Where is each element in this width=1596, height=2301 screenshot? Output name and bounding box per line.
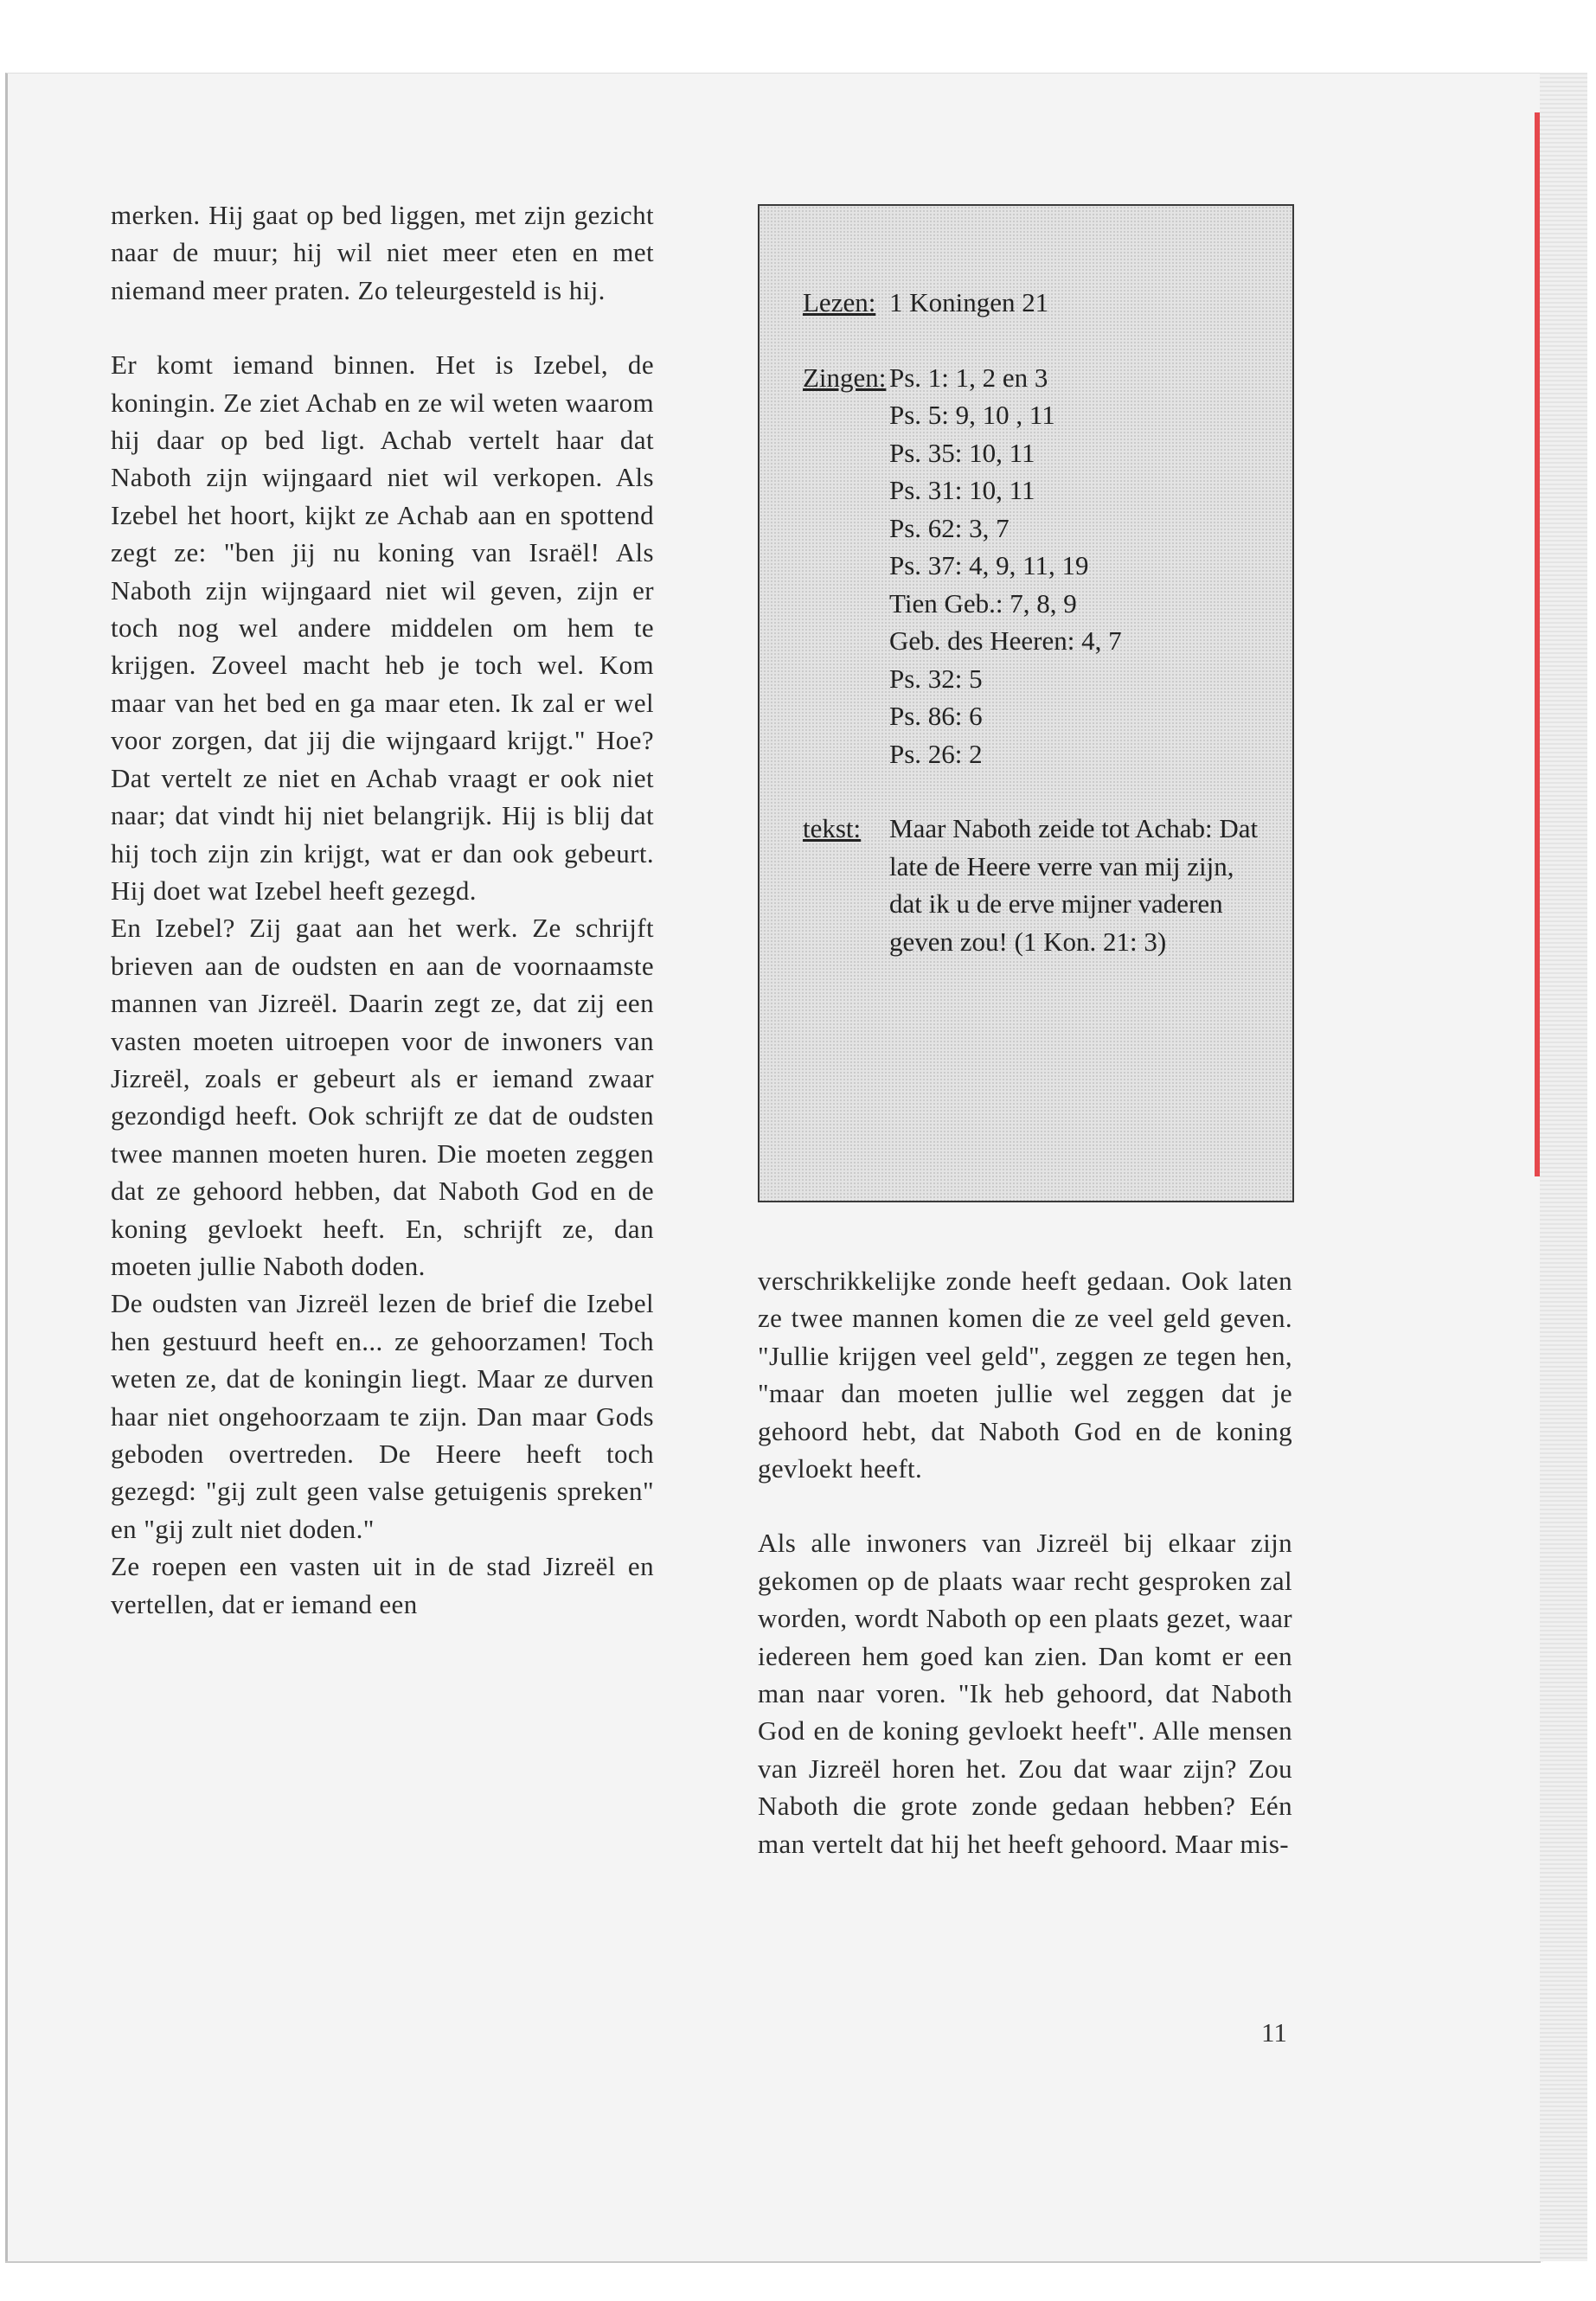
tekst-row [803, 810, 1270, 960]
bottom-rule [5, 2261, 1541, 2263]
zingen-item: Ps. 5: 9, 10 , 11 [889, 400, 1055, 430]
tekst-value: Maar Naboth zeide tot Achab: Dat late de Heere verre van mij zijn, dat ik u de erve mijner vaderen geven zou! (1 Kon. 21: 3) [889, 813, 1259, 957]
zingen-item: Ps. 1: 1, 2 en 3 [889, 362, 1048, 393]
zingen-item: Ps. 32: 5 [889, 663, 983, 694]
left-column [111, 196, 654, 1623]
zingen-label: Zingen: [803, 362, 887, 393]
reading-info-box [758, 204, 1294, 1202]
lezen-row [803, 284, 1270, 322]
psalm-list [889, 396, 1270, 772]
zingen-item: Ps. 26: 2 [889, 738, 983, 769]
zingen-item: Ps. 86: 6 [889, 701, 983, 731]
paragraph: Ze roepen een vasten uit in de stad Jizreël en vertellen, dat er iemand een [111, 1551, 654, 1619]
paragraph: En Izebel? Zij gaat aan het werk. Ze schrijft brieven aan de oudsten en aan de voornaamste mannen van Jizreël. Daarin zegt ze, dat zij een vasten moeten uitroepen voor de inwoners van Jizreël, zoals er gebeurt als er iemand zwaar gezondigd heeft. Ook schrijft ze dat de oudsten twee mannen moeten huren. Die moeten zeggen dat ze gehoord hebben, dat Naboth God en de koning gevloekt heeft. En, schrijft ze, dan moeten jullie Naboth doden. [111, 913, 654, 1281]
zingen-item: Geb. des Heeren: 4, 7 [889, 625, 1122, 656]
page-number: 11 [1261, 2017, 1287, 2048]
paragraph: Als alle inwoners van Jizreël bij elkaar zijn gekomen op de plaats waar recht gesproken zal worden, wordt Naboth op een plaats gezet, waar iedereen hem goed kan zien. Dan komt er een man naar voren. "Ik heb gehoord, dat Naboth God en de koning gevloekt heeft". Alle mensen van Jizreël horen het. Zou dat waar zijn? Zou Naboth die grote zonde gedaan hebben? Eén man vertelt dat hij het heeft gehoord. Maar mis- [758, 1528, 1292, 1859]
tekst-label: tekst: [803, 813, 862, 843]
right-column [758, 1262, 1292, 1862]
lezen-value: 1 Koningen 21 [889, 287, 1049, 317]
page-edge-band [1540, 73, 1587, 2261]
zingen-item: Tien Geb.: 7, 8, 9 [889, 587, 1077, 619]
zingen-item: Ps. 37: 4, 9, 11, 19 [889, 550, 1089, 580]
reading-info-content [803, 284, 1270, 960]
lezen-label: Lezen: [803, 287, 876, 317]
zingen-row [803, 359, 1270, 397]
zingen-item: Ps. 35: 10, 11 [889, 437, 1035, 468]
zingen-item: Ps. 62: 3, 7 [889, 512, 1010, 543]
zingen-block [803, 359, 1270, 773]
paragraph: merken. Hij gaat op bed liggen, met zijn gezicht naar de muur; hij wil niet meer eten en met niemand meer praten. Zo teleurgesteld is hij. [111, 200, 654, 305]
paragraph: Er komt iemand binnen. Het is Izebel, de koningin. Ze ziet Achab en ze wil weten waarom hij daar op bed ligt. Achab vertelt haar dat Naboth zijn wijngaard niet wil verkopen. Als Izebel het hoort, kijkt ze Achab aan en spottend zegt ze: "ben jij nu koning van Israël! Als Naboth zijn wijngaard niet wil geven, zijn er toch nog wel andere middelen om hem te krijgen. Zoveel macht heb je toch wel. Kom maar van het bed en ga maar eten. Ik zal er wel voor zorgen, dat jij die wijngaard krijgt." Hoe? Dat vertelt ze niet en Achab vraagt er ook niet naar; dat vindt hij niet belangrijk. Hij is blij dat hij toch zijn zin krijgt, wat er dan ook gebeurt. Hij doet wat Izebel heeft gezegd. [111, 349, 654, 906]
paragraph: De oudsten van Jizreël lezen de brief die Izebel hen gestuurd heeft en... ze gehoorzamen! Toch weten ze, dat de koningin liegt. Maar ze durven haar niet ongehoorzaam te zijn. Dan maar Gods geboden overtreden. De Heere heeft toch gezegd: "gij zult geen valse getuigenis spreken" en "gij zult niet doden." [111, 1288, 654, 1544]
zingen-item: Ps. 31: 10, 11 [889, 475, 1035, 505]
paragraph: verschrikkelijke zonde heeft gedaan. Ook laten ze twee mannen komen die ze veel geld geven. "Jullie krijgen veel geld", zeggen ze tegen hen, "maar dan moeten jullie wel zeggen dat je gehoord hebt, dat Naboth God en de koning gevloekt heeft. [758, 1266, 1292, 1484]
